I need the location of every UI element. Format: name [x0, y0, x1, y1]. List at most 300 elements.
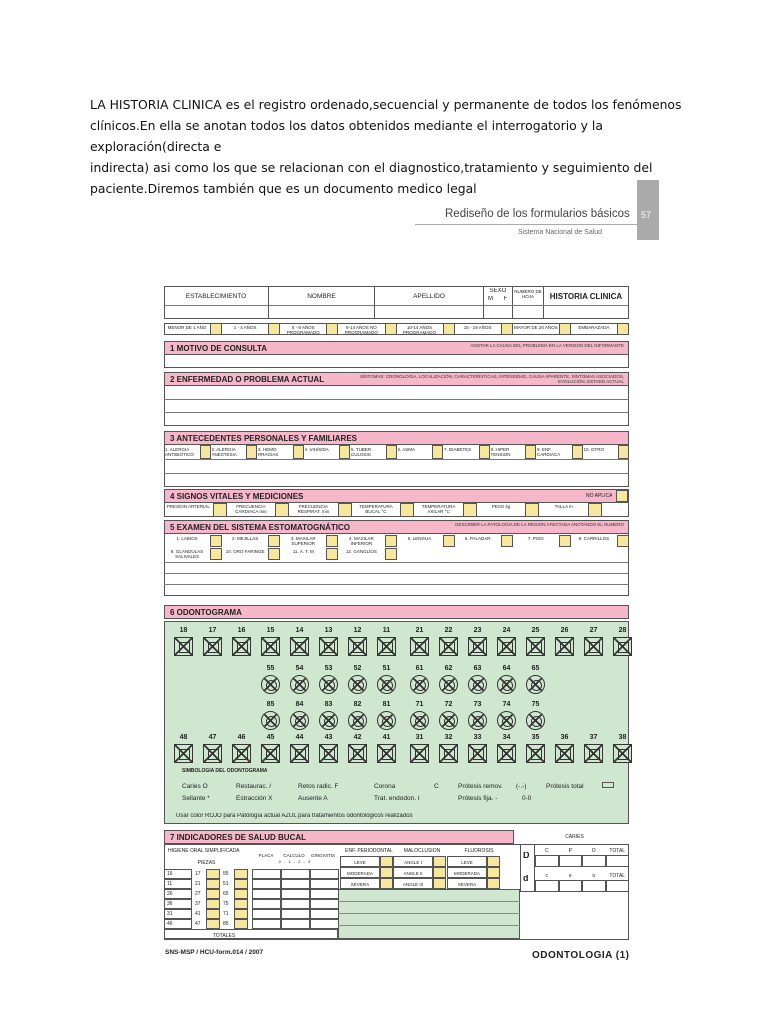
scale-label: 0 - 1 - 2 - 3: [278, 859, 312, 864]
no-aplica-label: NO APLICA: [586, 493, 613, 499]
examen-label: 1. LABIOS: [176, 536, 198, 541]
tooth-cell[interactable]: [613, 637, 632, 656]
cpo-cell[interactable]: [535, 855, 559, 867]
antecedente-checkbox[interactable]: [339, 445, 350, 459]
tooth-cell[interactable]: [174, 637, 193, 656]
antecedente-checkbox[interactable]: [572, 445, 583, 459]
tooth-cell[interactable]: [497, 744, 516, 763]
tooth-cell[interactable]: [410, 711, 429, 730]
pieza-number: 51: [223, 881, 229, 887]
pieza-cell: [164, 889, 192, 899]
cpo-header: C: [544, 848, 549, 854]
signo-field[interactable]: [463, 503, 477, 517]
antecedente-checkbox[interactable]: [200, 445, 211, 459]
option-checkbox[interactable]: [487, 878, 500, 889]
tooth-number: 22: [444, 627, 453, 634]
tooth-cell[interactable]: [526, 744, 545, 763]
age-option-checkbox[interactable]: [559, 323, 571, 335]
tooth-cell[interactable]: [468, 637, 487, 656]
intro-text: [90, 94, 690, 199]
section-odontograma: [164, 605, 629, 619]
examen-checkbox[interactable]: [268, 535, 280, 547]
antecedente-label: 9. ENF. CARDIACA: [537, 447, 561, 457]
tooth-number: 18: [179, 627, 188, 634]
enfermedad-field[interactable]: [164, 386, 629, 426]
option-checkbox[interactable]: [487, 856, 500, 867]
score-cell[interactable]: [281, 909, 310, 919]
score-cell[interactable]: [252, 879, 281, 889]
option-label: ANGLE II: [403, 871, 423, 876]
tooth-number: 13: [324, 627, 333, 634]
examen-checkbox[interactable]: [210, 535, 222, 547]
pieza-cell: [164, 869, 192, 879]
score-cell[interactable]: [310, 919, 339, 929]
examen-checkbox[interactable]: [559, 535, 571, 547]
examen-label: 5. LENGUA: [407, 536, 432, 541]
tooth-number: 27: [589, 627, 598, 634]
tooth-number: 64: [502, 665, 511, 672]
option-checkbox[interactable]: [433, 878, 446, 889]
pieza-number: 37: [195, 901, 201, 907]
tooth-cell[interactable]: [468, 744, 487, 763]
signo-label: FRECUENCIA RESPIRAT. min: [297, 504, 330, 514]
score-cell[interactable]: [281, 899, 310, 909]
antecedente-label: 5. TUBER CULOSIS: [351, 447, 372, 457]
tooth-number: 81: [382, 701, 391, 708]
cpo-header: P: [568, 848, 572, 854]
age-option-label: 15 - 19 AÑOS: [463, 325, 492, 330]
option-label: MODERADA: [453, 871, 480, 876]
tooth-cell[interactable]: [410, 637, 429, 656]
examen-label: 11. A. T. M: [292, 549, 314, 554]
tooth-cell[interactable]: [468, 711, 487, 730]
tooth-number: 84: [295, 701, 304, 708]
no-aplica-checkbox[interactable]: [616, 490, 628, 502]
divider: [164, 459, 629, 460]
simbologia-item: C: [434, 783, 439, 790]
gingivitis-label: GINGIVITIS: [310, 853, 335, 858]
cpo-header: TOTAL: [609, 848, 626, 854]
pieza-number: 27: [195, 891, 201, 897]
option-checkbox[interactable]: [380, 867, 393, 878]
score-cell[interactable]: [281, 889, 310, 899]
signo-label: TALLA m: [554, 504, 573, 509]
age-option-checkbox[interactable]: [210, 323, 222, 335]
tooth-cell[interactable]: [497, 637, 516, 656]
signo-field[interactable]: [588, 503, 602, 517]
simbologia-item: Caries O: [182, 783, 208, 790]
pieza-number: 65: [223, 891, 229, 897]
tooth-number: 54: [295, 665, 304, 672]
tooth-cell[interactable]: [410, 675, 429, 694]
tooth-number: 23: [473, 627, 482, 634]
pieza-number: 85: [223, 921, 229, 927]
maloclusion-label: MALOCLUSION: [403, 848, 441, 854]
header-fields[interactable]: [164, 305, 629, 319]
option-checkbox[interactable]: [380, 856, 393, 867]
age-option-label: MENOR DE 1 AÑO: [167, 325, 207, 330]
pieza-number: 26: [167, 891, 173, 897]
examen-label: 2. MEJILLAS: [232, 536, 259, 541]
tooth-cell[interactable]: [526, 711, 545, 730]
cpo-cell[interactable]: [606, 855, 630, 867]
examen-checkbox[interactable]: [385, 548, 397, 560]
score-cell[interactable]: [310, 889, 339, 899]
tooth-cell[interactable]: [584, 744, 603, 763]
tooth-number: 24: [502, 627, 511, 634]
score-cell[interactable]: [281, 869, 310, 879]
section-title: 2 ENFERMEDAD O PROBLEMA ACTUAL: [170, 375, 325, 384]
tooth-cell[interactable]: [319, 744, 338, 763]
tooth-number: 35: [531, 734, 540, 741]
ceo-cell[interactable]: [535, 880, 559, 892]
tooth-cell[interactable]: [584, 637, 603, 656]
option-label: SEVERA: [457, 882, 477, 887]
pieza-cell: [164, 899, 192, 909]
ceo-d-label: d: [523, 875, 529, 882]
tooth-number: 25: [531, 627, 540, 634]
examen-checkbox[interactable]: [501, 535, 513, 547]
ceo-header: o: [592, 873, 596, 879]
signo-label: FRECUENCIA CARDIACA min: [235, 504, 267, 514]
tooth-number: 12: [353, 627, 362, 634]
pieza-number: 21: [195, 881, 201, 887]
score-cell[interactable]: [310, 879, 339, 889]
antecedente-checkbox[interactable]: [525, 445, 536, 459]
tooth-cell[interactable]: [439, 711, 458, 730]
tooth-cell[interactable]: [555, 744, 574, 763]
tooth-cell[interactable]: [377, 711, 396, 730]
motivo-field[interactable]: [164, 355, 629, 368]
tooth-number: 16: [237, 627, 246, 634]
examen-label: 3. MAXILAR SUPERIOR: [290, 536, 316, 546]
tooth-number: 75: [531, 701, 540, 708]
option-checkbox[interactable]: [433, 867, 446, 878]
tooth-cell[interactable]: [290, 744, 309, 763]
tooth-number: 73: [473, 701, 482, 708]
antecedente-checkbox[interactable]: [432, 445, 443, 459]
tooth-number: 44: [295, 734, 304, 741]
tooth-number: 28: [618, 627, 627, 634]
examen-checkbox[interactable]: [326, 535, 338, 547]
antecedente-checkbox[interactable]: [479, 445, 490, 459]
age-option-label: 5 - 9 AÑOS PROGRAMADO: [286, 325, 320, 335]
tooth-number: 48: [179, 734, 188, 741]
pieza-cell: [234, 879, 248, 889]
signo-label: TEMPERATURA BUCAL °C: [359, 504, 393, 514]
examen-checkbox[interactable]: [385, 535, 397, 547]
cpo-cell[interactable]: [582, 855, 606, 867]
antecedente-checkbox[interactable]: [246, 445, 257, 459]
intro-line: paciente.Diremos también que es un documento medico legal: [90, 181, 477, 196]
option-checkbox[interactable]: [487, 867, 500, 878]
tooth-cell[interactable]: [497, 675, 516, 694]
score-cell[interactable]: [252, 889, 281, 899]
signo-field[interactable]: [213, 503, 227, 517]
antecedente-checkbox[interactable]: [618, 445, 629, 459]
tooth-number: 41: [382, 734, 391, 741]
tooth-cell[interactable]: [261, 744, 280, 763]
cpo-header: O: [591, 848, 596, 854]
tooth-cell[interactable]: [526, 637, 545, 656]
tooth-number: 36: [560, 734, 569, 741]
tooth-cell[interactable]: [319, 711, 338, 730]
cpo-cell[interactable]: [559, 855, 583, 867]
antecedente-label: 10. OTRO: [583, 447, 605, 452]
examen-label: 8. CARRILLOS: [578, 536, 610, 541]
pieza-cell: [164, 919, 192, 929]
sexo-label: SEXO: [489, 288, 507, 294]
tooth-cell[interactable]: [174, 744, 193, 763]
signo-field[interactable]: [338, 503, 352, 517]
section-title: 4 SIGNOS VITALES Y MEDICIONES: [170, 492, 304, 501]
sexo-f-label: F: [503, 296, 508, 302]
divider: [164, 562, 629, 563]
option-label: LEVE: [461, 860, 473, 865]
tooth-cell[interactable]: [468, 675, 487, 694]
indicadores-notes: [338, 889, 520, 939]
section-antecedentes: [164, 431, 629, 445]
section-examen-estomatognatico: [164, 520, 629, 534]
tooth-cell[interactable]: [319, 675, 338, 694]
clinical-form: [164, 283, 629, 956]
tooth-cell[interactable]: [232, 744, 251, 763]
age-option-label: 10-14 AÑOS PROGRAMADO: [403, 325, 437, 335]
ceo-cell[interactable]: [606, 880, 630, 892]
score-cell[interactable]: [310, 899, 339, 909]
pieza-cell: [234, 889, 248, 899]
tooth-number: 71: [415, 701, 424, 708]
numero-hoja-label: NUMERO DE HOJA: [514, 289, 542, 299]
totales-label: TOTALES: [212, 933, 236, 939]
divider: [164, 473, 629, 474]
examen-checkbox[interactable]: [617, 535, 629, 547]
score-cell[interactable]: [252, 919, 281, 929]
tooth-cell[interactable]: [348, 637, 367, 656]
signo-field[interactable]: [525, 503, 539, 517]
pieza-cell: [206, 899, 220, 909]
age-option-checkbox[interactable]: [326, 323, 338, 335]
tooth-cell[interactable]: [348, 711, 367, 730]
tooth-number: 83: [324, 701, 333, 708]
ceo-cell[interactable]: [559, 880, 583, 892]
option-checkbox[interactable]: [380, 878, 393, 889]
book-subtitle: Sistema Nacional de Salud: [518, 229, 603, 236]
tooth-number: 33: [473, 734, 482, 741]
ceo-cell[interactable]: [582, 880, 606, 892]
tooth-cell[interactable]: [319, 637, 338, 656]
tooth-cell[interactable]: [290, 711, 309, 730]
divider: [338, 901, 520, 902]
score-cell[interactable]: [252, 909, 281, 919]
establecimiento-label: ESTABLECIMIENTO: [185, 293, 247, 300]
tooth-cell[interactable]: [439, 637, 458, 656]
tooth-number: 63: [473, 665, 482, 672]
option-checkbox[interactable]: [433, 856, 446, 867]
tooth-number: 45: [266, 734, 275, 741]
pieza-cell: [206, 869, 220, 879]
tooth-number: 15: [266, 627, 275, 634]
tooth-cell[interactable]: [261, 637, 280, 656]
tooth-cell[interactable]: [203, 637, 222, 656]
cpo-d-label: D: [523, 852, 530, 859]
pieza-number: 36: [167, 901, 173, 907]
simbologia-item: Corona: [374, 783, 396, 790]
pieza-cell: [164, 909, 192, 919]
signo-field[interactable]: [400, 503, 414, 517]
fluorosis-label: FLUOROSIS: [464, 848, 494, 854]
tooth-number: 47: [208, 734, 217, 741]
page-number: 57: [641, 210, 652, 220]
simbologia-note: Usar color ROJO para Patología actual AZUL para tratamientos odontológicos realizados: [176, 813, 413, 819]
tooth-cell[interactable]: [439, 744, 458, 763]
tooth-cell[interactable]: [439, 675, 458, 694]
age-option-label: MAYOR DE 20 AÑOS: [513, 325, 558, 330]
simbologia-item: Prótesis fija. -: [458, 795, 498, 802]
intro-line: indirecta) asi como los que se relacionan con el diagnostico,tratamiento y seguimiento del: [90, 160, 653, 175]
examen-checkbox[interactable]: [443, 535, 455, 547]
simbologia-item: Ausente A: [298, 795, 328, 802]
tooth-cell[interactable]: [232, 637, 251, 656]
divider: [415, 224, 637, 225]
examen-checkbox[interactable]: [210, 548, 222, 560]
simbologia-item: Trat. endodon. I: [374, 795, 420, 802]
tooth-number: 32: [444, 734, 453, 741]
pieza-number: 11: [167, 881, 173, 887]
pieza-number: 71: [223, 911, 229, 917]
antecedente-label: 8. HIPER TENSION: [490, 447, 511, 457]
tooth-number: 37: [589, 734, 598, 741]
tooth-number: 21: [415, 627, 424, 634]
antecedente-label: 1. ALERGIA ANTIBIOTICO: [165, 447, 194, 457]
section-title: 7 INDICADORES DE SALUD BUCAL: [170, 833, 307, 842]
tooth-number: 46: [237, 734, 246, 741]
pieza-cell: [164, 879, 192, 889]
tooth-number: 11: [382, 627, 391, 634]
protesis-total-symbol: [602, 782, 614, 788]
tooth-cell[interactable]: [555, 637, 574, 656]
pieza-cell: [206, 879, 220, 889]
tooth-number: 82: [353, 701, 362, 708]
tooth-number: 62: [444, 665, 453, 672]
section-signos-vitales: [164, 489, 629, 503]
section-enfermedad-actual: [164, 372, 629, 386]
antecedente-checkbox[interactable]: [386, 445, 397, 459]
score-cell[interactable]: [281, 879, 310, 889]
calculo-label: CALCULO: [283, 853, 305, 858]
pieza-cell: [234, 899, 248, 909]
pieza-cell: [206, 889, 220, 899]
nombre-label: NOMBRE: [307, 293, 336, 300]
book-title: Rediseño de los formularios básicos: [445, 208, 630, 220]
age-option-checkbox[interactable]: [617, 323, 629, 335]
antecedente-label: 7. DIABETES: [444, 447, 472, 452]
tooth-cell[interactable]: [377, 744, 396, 763]
tooth-cell[interactable]: [348, 675, 367, 694]
signo-label: PRESION ARTERIAL: [166, 504, 210, 509]
pieza-number: 16: [167, 871, 173, 877]
option-label: ANGLE III: [402, 882, 424, 887]
pieza-number: 41: [195, 911, 201, 917]
pieza-cell: [234, 909, 248, 919]
tooth-cell[interactable]: [497, 711, 516, 730]
signo-label: TEMPERATURA AXILAR °C: [421, 504, 456, 514]
tooth-cell[interactable]: [348, 744, 367, 763]
tooth-cell[interactable]: [410, 744, 429, 763]
tooth-number: 53: [324, 665, 333, 672]
higiene-label: HIGIENE ORAL SIMPLIFICADA: [168, 848, 240, 854]
section-title: 3 ANTECEDENTES PERSONALES Y FAMILIARES: [170, 434, 357, 443]
tooth-cell[interactable]: [261, 675, 280, 694]
placa-label: PLACA: [258, 853, 274, 858]
examen-label: 12. GANGLIOS: [345, 549, 377, 554]
tooth-cell[interactable]: [290, 637, 309, 656]
sexo-m-label: M: [488, 296, 493, 302]
tooth-cell[interactable]: [203, 744, 222, 763]
antecedente-label: 3. HEMO RRAGIAS: [258, 447, 279, 457]
age-option-label: 1 - 4 AÑOS: [233, 325, 257, 330]
pieza-number: 46: [167, 921, 173, 927]
score-cell[interactable]: [252, 899, 281, 909]
score-cell[interactable]: [252, 869, 281, 879]
divider: [164, 573, 629, 574]
age-option-checkbox[interactable]: [443, 323, 455, 335]
piezas-label: PIEZAS: [197, 860, 216, 866]
tooth-cell[interactable]: [526, 675, 545, 694]
section-title: 6 ODONTOGRAMA: [170, 608, 242, 617]
age-option-checkbox[interactable]: [268, 323, 280, 335]
tooth-cell[interactable]: [377, 637, 396, 656]
examen-checkbox[interactable]: [268, 548, 280, 560]
age-option-checkbox[interactable]: [501, 323, 513, 335]
tooth-number: 38: [618, 734, 627, 741]
tooth-number: 55: [266, 665, 275, 672]
score-cell[interactable]: [310, 909, 339, 919]
pieza-number: 75: [223, 901, 229, 907]
antecedente-checkbox[interactable]: [293, 445, 304, 459]
tooth-cell[interactable]: [613, 744, 632, 763]
age-option-checkbox[interactable]: [385, 323, 397, 335]
examen-label: 6. PALADAR: [464, 536, 491, 541]
simbologia-item: Prótesis total: [546, 783, 584, 790]
form-title: HISTORIA CLINICA: [549, 293, 623, 300]
score-cell[interactable]: [281, 919, 310, 929]
tooth-cell[interactable]: [290, 675, 309, 694]
divider: [164, 584, 629, 585]
tooth-number: 31: [415, 734, 424, 741]
intro-line: LA HISTORIA CLINICA es el registro ordenado,secuencial y permanente de todos los fenómenos: [90, 97, 682, 112]
section-hint: ANOTAR LA CAUSA DEL PROBLEMA EN LA VERSION DEL INFORMANTE: [470, 343, 624, 348]
form-name: ODONTOLOGIA (1): [532, 950, 630, 961]
option-label: LEVE: [354, 860, 366, 865]
pieza-number: 31: [167, 911, 173, 917]
score-cell[interactable]: [310, 869, 339, 879]
age-option-label: 5-14 AÑOS NO PROGRAMADO: [344, 325, 378, 335]
tooth-cell[interactable]: [377, 675, 396, 694]
intro-line: clínicos.En ella se anotan todos los datos obtenidos mediante el interrogatorio y la exploración(directa e: [90, 118, 603, 154]
section-indicadores: [164, 830, 514, 844]
pieza-cell: [206, 919, 220, 929]
signo-field[interactable]: [275, 503, 289, 517]
tooth-number: 85: [266, 701, 275, 708]
tooth-number: 34: [502, 734, 511, 741]
tooth-number: 61: [415, 665, 424, 672]
examen-label: 10. ORO FARINGE: [225, 549, 265, 554]
tooth-cell[interactable]: [261, 711, 280, 730]
section-title: 1 MOTIVO DE CONSULTA: [170, 344, 268, 353]
divider: [164, 412, 629, 413]
examen-checkbox[interactable]: [326, 548, 338, 560]
